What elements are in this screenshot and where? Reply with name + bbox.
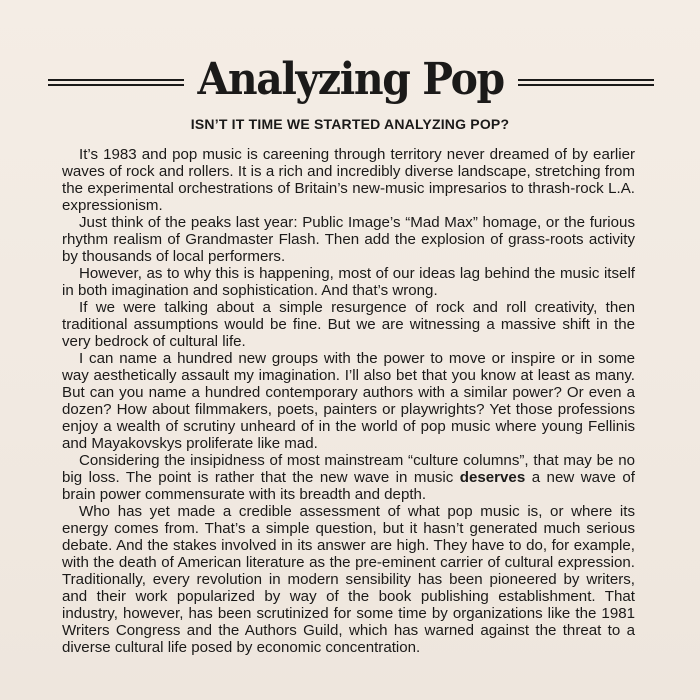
paragraph-4: If we were talking about a simple resurgence of rock and roll creativity, then traditional assumptions would be fine. But we are witnessing a massive shift in the very bedrock of cultural life.	[62, 299, 635, 350]
title-rule-left	[48, 79, 184, 86]
paragraph-2: Just think of the peaks last year: Public Image’s “Mad Max” homage, or the furious rhythm realism of Grandmaster Flash. Then add the explosion of grass-roots activity by thousands of local performers.	[62, 214, 635, 265]
paragraph-1: It’s 1983 and pop music is careening through territory never dreamed of by earlier waves of rock and rollers. It is a rich and incredibly diverse landscape, stretching from the experimental orchestrations of Britain’s new-music impresarios to thrash-rock L.A. expressionism.	[62, 146, 635, 214]
subtitle: ISN’T IT TIME WE STARTED ANALYZING POP?	[190, 116, 510, 132]
page-title: Analyzing Pop	[197, 54, 505, 105]
paragraph-6-text-a: Considering the insipidness of most mainstream “culture columns”, that may be no big loss. The point is rather that the new wave in music	[62, 452, 635, 486]
article-body	[62, 146, 635, 656]
title-rule-right	[518, 79, 654, 86]
paragraph-6	[62, 452, 635, 503]
paragraph-3: However, as to why this is happening, most of our ideas lag behind the music itself in both imagination and sophistication. And that’s wrong.	[62, 265, 635, 299]
title-row	[48, 50, 654, 110]
paragraph-6-text-b: a new wave of brain power commensurate with its breadth and depth.	[62, 469, 635, 503]
paragraph-7: Who has yet made a credible assessment of what pop music is, or where its energy comes from. That’s a simple question, but it hasn’t generated much serious debate. And the stakes involved in its answer are high. They have to do, for example, with the death of American literature as the pre-eminent carrier of cultural expression. Traditionally, every revolution in modern sensibility has been pioneered by writers, and their work popularized by way of the book publishing establishment. That industry, however, has been scrutinized for some time by organizations like the 1981 Writers Congress and the Authors Guild, which has warned against the threat to a diverse cultural life posed by economic concentration.	[62, 503, 635, 656]
paragraph-5: I can name a hundred new groups with the power to move or inspire or in some way aesthetically assault my imagination. I’ll also bet that you know at least as many. But can you name a hundred contemporary authors with a similar power? Or even a dozen? How about filmmakers, poets, painters or playwrights? Yet those professions enjoy a wealth of scrutiny unheard of in the world of pop music where young Fellinis and Mayakovskys proliferate like mad.	[62, 350, 635, 452]
paragraph-6-emphasis: deserves	[459, 469, 526, 486]
